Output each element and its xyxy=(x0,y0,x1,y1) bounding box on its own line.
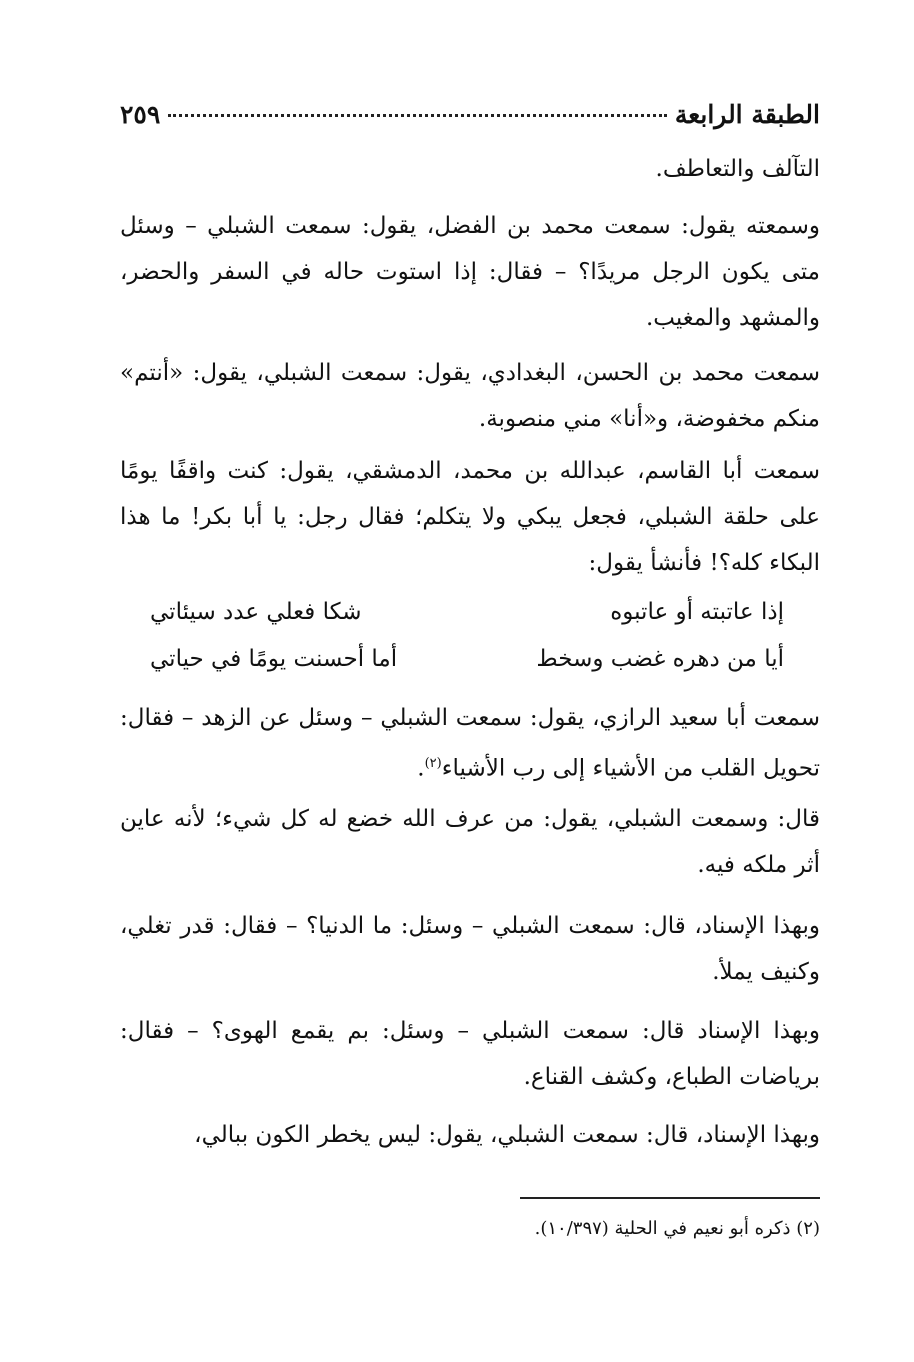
footnote-text: (٢) ذكره أبو نعيم في الحلية (١٠/٣٩٧). xyxy=(534,1218,820,1239)
paragraph-text: قال: وسمعت الشبلي، يقول: من عرف الله خضع له كل شيء؛ لأنه عاين أثر ملكه فيه. xyxy=(120,806,820,878)
paragraph-text: وبهذا الإسناد قال: سمعت الشبلي – وسئل: بم يقمع الهوى؟ – فقال: برياضات الطباع، وكشف القناع. xyxy=(120,1018,820,1090)
running-head xyxy=(120,100,820,134)
footnote-reference: (٢) xyxy=(424,756,442,771)
poem xyxy=(150,589,784,683)
footnote-separator xyxy=(520,1197,820,1199)
page-number: ٢٥٩ xyxy=(120,100,161,129)
paragraph-text: وسمعته يقول: سمعت محمد بن الفضل، يقول: سمعت الشبلي – وسئل متى يكون الرجل مريدًا؟ – فقال: إذا استوت حاله في السفر والحضر، والمشهد والمغيب. xyxy=(120,213,820,331)
paragraph-bukaa xyxy=(120,448,820,586)
paragraph-text: التآلف والتعاطف. xyxy=(655,156,820,182)
sentence-end: . xyxy=(417,755,425,782)
paragraph-body: سمعت أبا سعيد الرازي، يقول: سمعت الشبلي – وسئل عن الزهد – فقال: تحويل القلب من الأشياء إلى رب الأشياء xyxy=(120,705,820,782)
paragraph-zuhd xyxy=(120,695,820,792)
paragraph-text: سمعت محمد بن الحسن، البغدادي، يقول: سمعت الشبلي، يقول: «أنتم» منكم مخفوضة، و«أنا» مني منصوبة. xyxy=(120,360,820,432)
paragraph-text: وبهذا الإسناد، قال: سمعت الشبلي، يقول: ليس يخطر الكون ببالي، xyxy=(194,1122,820,1148)
chapter-title: الطبقة الرابعة xyxy=(674,100,820,129)
hemistich-first: أيا من دهره غضب وسخط xyxy=(536,646,784,672)
hemistich-second: شكا فعلي عدد سيئاتي xyxy=(150,599,362,625)
paragraph-arafa xyxy=(120,796,820,888)
leader-dots xyxy=(168,114,667,117)
footnote xyxy=(120,1213,820,1245)
verse-line xyxy=(150,589,784,636)
paragraph-murid xyxy=(120,203,820,341)
paragraph-dunya xyxy=(120,903,820,995)
hemistich-first: إذا عاتبته أو عاتبوه xyxy=(610,599,784,625)
hemistich-second: أما أحسنت يومًا في حياتي xyxy=(150,646,398,672)
paragraph-continuation xyxy=(120,146,820,192)
paragraph-text xyxy=(120,695,820,792)
paragraph-hawa xyxy=(120,1008,820,1100)
paragraph-kawn xyxy=(120,1112,820,1158)
paragraph-text: سمعت أبا القاسم، عبدالله بن محمد، الدمشقي، يقول: كنت واقفًا يومًا على حلقة الشبلي، فجعل يبكي ولا يتكلم؛ فقال رجل: يا أبا بكر! ما هذا البكاء كله؟! فأنشأ يقول: xyxy=(120,458,820,576)
verse-line xyxy=(150,636,784,683)
paragraph-antum xyxy=(120,350,820,442)
paragraph-text: وبهذا الإسناد، قال: سمعت الشبلي – وسئل: ما الدنيا؟ – فقال: قدر تغلي، وكنيف يملأ. xyxy=(120,913,820,985)
